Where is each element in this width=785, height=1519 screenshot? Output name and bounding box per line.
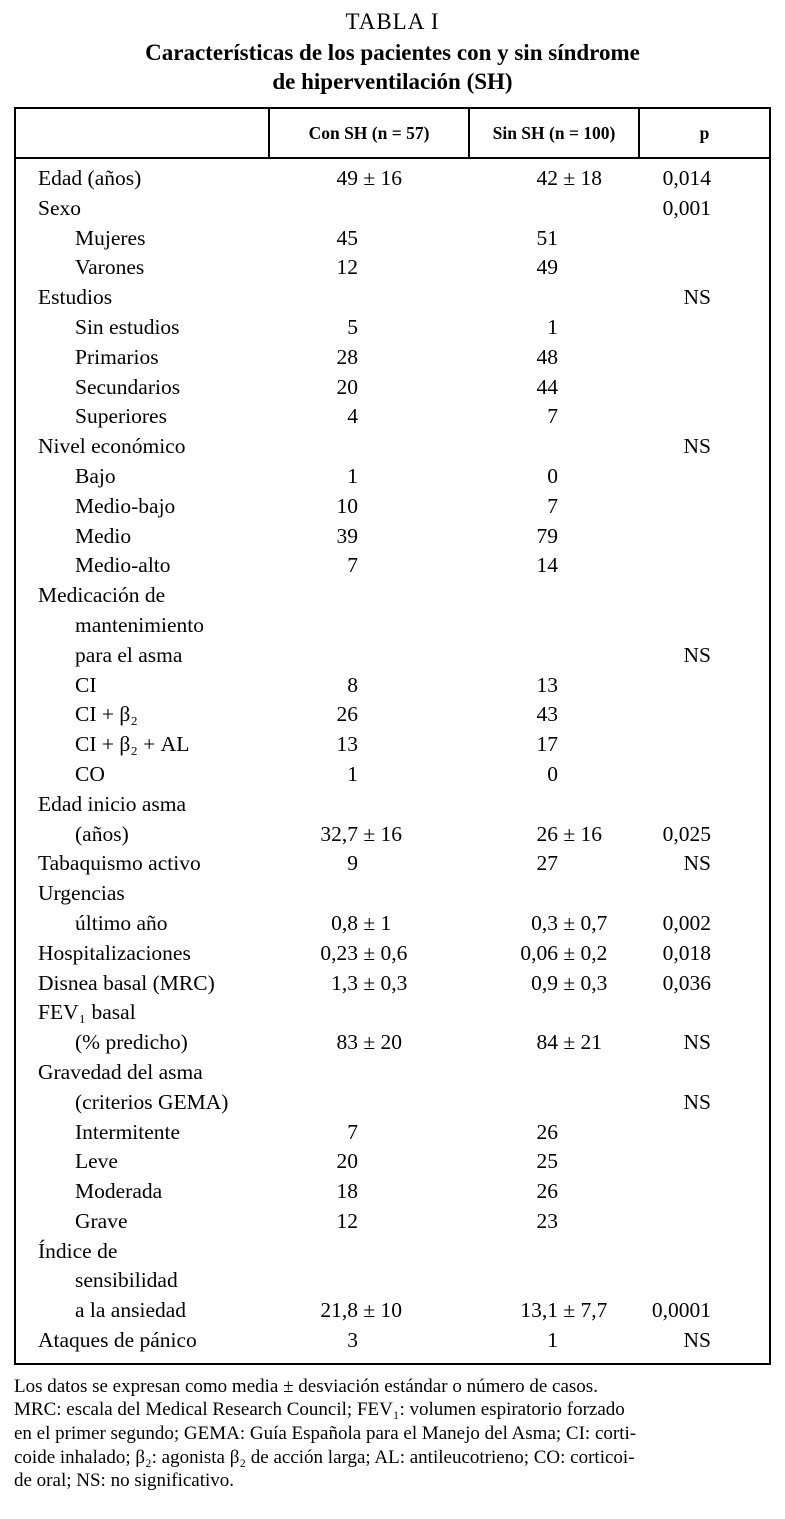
con-sh-cell — [270, 879, 470, 909]
row-label: Gravedad del asma — [38, 1059, 203, 1084]
row-label: Intermitente — [75, 1119, 181, 1144]
row-label: CI + β₂ — [75, 702, 138, 727]
sin-sh-cell — [470, 164, 640, 194]
sin-sh-value: 7 — [547, 404, 558, 429]
sin-sh-cell — [470, 1177, 640, 1207]
header-label-column — [16, 109, 270, 157]
table-row — [16, 849, 769, 879]
sin-sh-value: 79 — [536, 523, 558, 548]
table-row — [16, 760, 769, 790]
sin-sh-cell — [470, 551, 640, 581]
row-label: Leve — [75, 1149, 118, 1174]
sin-sh-cell — [470, 522, 640, 552]
con-sh-cell — [270, 611, 470, 641]
row-label: CO — [75, 761, 105, 786]
con-sh-cell — [270, 1088, 470, 1118]
sin-sh-cell — [470, 730, 640, 760]
sin-sh-deviation: ± 21 — [558, 1030, 603, 1055]
con-sh-value: 12 — [336, 255, 358, 280]
sin-sh-cell — [470, 373, 640, 403]
con-sh-deviation: ± 10 — [358, 1298, 403, 1323]
p-value — [640, 253, 769, 283]
con-sh-cell — [270, 790, 470, 820]
sin-sh-cell — [470, 1207, 640, 1237]
con-sh-value: 13 — [336, 732, 358, 757]
p-value — [640, 343, 769, 373]
sin-sh-cell — [470, 224, 640, 254]
sin-sh-cell — [470, 641, 640, 671]
con-sh-value: 32,7 — [320, 821, 358, 846]
p-value — [640, 224, 769, 254]
row-label: FEV₁ basal — [38, 1000, 136, 1025]
row-label: Tabaquismo activo — [38, 851, 201, 876]
con-sh-cell — [270, 343, 470, 373]
row-label: Ataques de pánico — [38, 1328, 197, 1353]
table-row — [16, 998, 769, 1028]
table-row — [16, 641, 769, 671]
table-row — [16, 1266, 769, 1296]
table-row — [16, 1058, 769, 1088]
con-sh-value: 4 — [347, 404, 358, 429]
table-row — [16, 1207, 769, 1237]
table-row — [16, 1296, 769, 1326]
con-sh-cell — [270, 849, 470, 879]
sin-sh-cell — [470, 432, 640, 462]
con-sh-deviation: ± 16 — [358, 821, 403, 846]
sin-sh-value: 43 — [536, 702, 558, 727]
sin-sh-value: 42 — [536, 166, 558, 190]
con-sh-value: 18 — [336, 1179, 358, 1204]
footnote-line: Los datos se expresan como media ± desviación estándar o número de casos. — [14, 1375, 598, 1397]
con-sh-deviation: ± 0,3 — [358, 970, 408, 995]
sin-sh-value: 25 — [536, 1149, 558, 1174]
p-value — [640, 1058, 769, 1088]
sin-sh-value: 0,9 — [531, 970, 558, 995]
sin-sh-value: 1 — [547, 314, 558, 339]
con-sh-value: 9 — [347, 851, 358, 876]
sin-sh-deviation: ± 18 — [558, 166, 603, 190]
con-sh-value: 1,3 — [331, 970, 358, 995]
sin-sh-value: 13 — [536, 672, 558, 697]
p-value: 0,002 — [662, 910, 711, 935]
table-row — [16, 522, 769, 552]
table-footnote — [14, 1375, 771, 1493]
table-row — [16, 700, 769, 730]
sin-sh-deviation: ± 0,2 — [558, 940, 608, 965]
sin-sh-value: 13,1 — [520, 1298, 558, 1323]
sin-sh-value: 49 — [536, 255, 558, 280]
row-label: Estudios — [38, 285, 113, 310]
p-value — [640, 1237, 769, 1267]
con-sh-value: 39 — [336, 523, 358, 548]
con-sh-value: 12 — [336, 1208, 358, 1233]
con-sh-cell — [270, 820, 470, 850]
sin-sh-cell — [470, 820, 640, 850]
p-value — [640, 611, 769, 641]
footnote-line: en el primer segundo; GEMA: Guía Española para el Manejo del Asma; CI: corti- — [14, 1423, 637, 1445]
con-sh-value: 7 — [347, 553, 358, 578]
table-row — [16, 224, 769, 254]
con-sh-value: 20 — [336, 1149, 358, 1174]
sin-sh-cell — [470, 313, 640, 343]
con-sh-cell — [270, 969, 470, 999]
table-row — [16, 462, 769, 492]
sin-sh-value: 27 — [536, 851, 558, 876]
con-sh-cell — [270, 402, 470, 432]
con-sh-value: 0,8 — [331, 910, 358, 935]
sin-sh-cell — [470, 343, 640, 373]
sin-sh-cell — [470, 879, 640, 909]
row-label: Primarios — [75, 344, 159, 369]
sin-sh-cell — [470, 1326, 640, 1356]
row-label: Bajo — [75, 463, 116, 488]
p-value: 0,0001 — [651, 1298, 711, 1323]
table-number-title: TABLA I — [345, 9, 440, 34]
p-value — [640, 462, 769, 492]
con-sh-cell — [270, 641, 470, 671]
sin-sh-cell — [470, 1028, 640, 1058]
row-label: mantenimiento — [75, 612, 204, 637]
p-value — [640, 1177, 769, 1207]
con-sh-cell — [270, 909, 470, 939]
p-value: NS — [683, 1328, 711, 1353]
table-row — [16, 1326, 769, 1356]
row-label: Medio-alto — [75, 553, 171, 578]
row-label: Mujeres — [75, 225, 146, 250]
con-sh-value: 1 — [347, 463, 358, 488]
table-row — [16, 611, 769, 641]
con-sh-value: 1 — [347, 761, 358, 786]
table-row — [16, 1237, 769, 1267]
con-sh-cell — [270, 194, 470, 224]
footnote-line: de oral; NS: no significativo. — [14, 1470, 235, 1492]
row-label: Varones — [75, 255, 145, 280]
con-sh-cell — [270, 1058, 470, 1088]
sin-sh-value: 14 — [536, 553, 558, 578]
p-value: NS — [683, 1089, 711, 1114]
p-value: NS — [683, 642, 711, 667]
con-sh-cell — [270, 1147, 470, 1177]
footnote-line: MRC: escala del Medical Research Council; FEV₁: volumen espiratorio forzado — [14, 1399, 625, 1421]
p-value — [640, 492, 769, 522]
table-row — [16, 730, 769, 760]
sin-sh-cell — [470, 700, 640, 730]
table-row — [16, 313, 769, 343]
con-sh-cell — [270, 998, 470, 1028]
p-value — [640, 373, 769, 403]
table-subtitle-line1: Características de los pacientes con y sin síndrome — [145, 40, 640, 65]
con-sh-cell — [270, 1028, 470, 1058]
sin-sh-value: 0,3 — [531, 910, 558, 935]
con-sh-deviation: ± 16 — [358, 166, 403, 190]
con-sh-value: 20 — [336, 374, 358, 399]
sin-sh-cell — [470, 283, 640, 313]
p-value — [640, 522, 769, 552]
con-sh-value: 83 — [336, 1030, 358, 1055]
table-row — [16, 1088, 769, 1118]
row-label: Disnea basal (MRC) — [38, 970, 215, 995]
table-row — [16, 283, 769, 313]
table-row — [16, 879, 769, 909]
table-body — [16, 159, 769, 1363]
sin-sh-cell — [470, 1118, 640, 1148]
sin-sh-cell — [470, 581, 640, 611]
row-label: (años) — [75, 821, 129, 846]
row-label: último año — [75, 910, 168, 935]
p-value: NS — [683, 434, 711, 459]
con-sh-value: 45 — [336, 225, 358, 250]
table-row — [16, 1147, 769, 1177]
con-sh-deviation: ± 0,6 — [358, 940, 408, 965]
p-value — [640, 551, 769, 581]
p-value — [640, 879, 769, 909]
row-label: Índice de — [38, 1238, 118, 1263]
p-value — [640, 1118, 769, 1148]
p-value: 0,014 — [662, 166, 711, 190]
sin-sh-cell — [470, 939, 640, 969]
table-row — [16, 1118, 769, 1148]
sin-sh-cell — [470, 1058, 640, 1088]
con-sh-value: 7 — [347, 1119, 358, 1144]
sin-sh-value: 26 — [536, 1119, 558, 1144]
table-row — [16, 402, 769, 432]
con-sh-cell — [270, 492, 470, 522]
sin-sh-deviation: ± 7,7 — [558, 1298, 608, 1323]
footnote-line: coide inhalado; β₂: agonista β₂ de acción larga; AL: antileucotrieno; CO: corticoi- — [14, 1446, 635, 1468]
sin-sh-deviation: ± 0,7 — [558, 910, 608, 935]
row-label: Superiores — [75, 404, 167, 429]
con-sh-cell — [270, 671, 470, 701]
sin-sh-value: 1 — [547, 1328, 558, 1353]
con-sh-value: 10 — [336, 493, 358, 518]
sin-sh-deviation: ± 0,3 — [558, 970, 608, 995]
row-label: a la ansiedad — [75, 1298, 187, 1323]
table-row — [16, 164, 769, 194]
table-row — [16, 820, 769, 850]
row-label: Secundarios — [75, 374, 181, 399]
table-row — [16, 432, 769, 462]
p-value — [640, 402, 769, 432]
con-sh-cell — [270, 551, 470, 581]
sin-sh-cell — [470, 909, 640, 939]
table-row — [16, 551, 769, 581]
p-value — [640, 730, 769, 760]
p-value — [640, 790, 769, 820]
con-sh-value: 28 — [336, 344, 358, 369]
table-row — [16, 969, 769, 999]
sin-sh-cell — [470, 611, 640, 641]
row-label: (% predicho) — [75, 1030, 188, 1055]
row-label: Urgencias — [38, 881, 125, 906]
con-sh-cell — [270, 462, 470, 492]
con-sh-cell — [270, 700, 470, 730]
con-sh-cell — [270, 730, 470, 760]
sin-sh-cell — [470, 969, 640, 999]
sin-sh-cell — [470, 760, 640, 790]
con-sh-cell — [270, 1237, 470, 1267]
p-value — [640, 581, 769, 611]
sin-sh-cell — [470, 1296, 640, 1326]
row-label: Hospitalizaciones — [38, 940, 191, 965]
sin-sh-value: 26 — [536, 821, 558, 846]
p-value — [640, 313, 769, 343]
con-sh-value: 3 — [347, 1328, 358, 1353]
table-row — [16, 343, 769, 373]
row-label: Moderada — [75, 1179, 163, 1204]
sin-sh-cell — [470, 671, 640, 701]
p-value: NS — [683, 851, 711, 876]
sin-sh-value: 84 — [536, 1030, 558, 1055]
sin-sh-value: 26 — [536, 1179, 558, 1204]
sin-sh-cell — [470, 462, 640, 492]
sin-sh-cell — [470, 790, 640, 820]
row-label: CI + β₂ + AL — [75, 732, 190, 757]
con-sh-cell — [270, 1266, 470, 1296]
p-value: NS — [683, 1030, 711, 1055]
row-label: Sin estudios — [75, 314, 180, 339]
sin-sh-value: 44 — [536, 374, 558, 399]
con-sh-cell — [270, 1177, 470, 1207]
row-label: Nivel económico — [38, 434, 186, 459]
header-con-sh: Con SH (n = 57) — [270, 109, 470, 157]
row-label: Medicación de — [38, 583, 166, 608]
con-sh-cell — [270, 1118, 470, 1148]
sin-sh-cell — [470, 253, 640, 283]
con-sh-cell — [270, 939, 470, 969]
table-row — [16, 1028, 769, 1058]
sin-sh-cell — [470, 1237, 640, 1267]
sin-sh-cell — [470, 998, 640, 1028]
con-sh-cell — [270, 432, 470, 462]
sin-sh-cell — [470, 402, 640, 432]
p-value: 0,018 — [662, 940, 711, 965]
con-sh-cell — [270, 1207, 470, 1237]
con-sh-deviation: ± 1 — [358, 910, 392, 935]
sin-sh-cell — [470, 194, 640, 224]
con-sh-cell — [270, 760, 470, 790]
p-value: 0,001 — [662, 195, 711, 220]
p-value — [640, 760, 769, 790]
p-value — [640, 671, 769, 701]
p-value — [640, 1147, 769, 1177]
row-label: Grave — [75, 1208, 128, 1233]
row-label: sensibilidad — [75, 1268, 178, 1293]
row-label: Edad (años) — [38, 166, 142, 190]
con-sh-cell — [270, 164, 470, 194]
table-header-row — [16, 109, 769, 159]
row-label: para el asma — [75, 642, 183, 667]
table-row — [16, 492, 769, 522]
sin-sh-cell — [470, 849, 640, 879]
con-sh-cell — [270, 253, 470, 283]
con-sh-cell — [270, 373, 470, 403]
p-value — [640, 998, 769, 1028]
sin-sh-deviation: ± 16 — [558, 821, 603, 846]
sin-sh-value: 0,06 — [520, 940, 558, 965]
table-row — [16, 1177, 769, 1207]
sin-sh-value: 17 — [536, 732, 558, 757]
con-sh-value: 26 — [336, 702, 358, 727]
table-row — [16, 939, 769, 969]
row-label: Medio-bajo — [75, 493, 176, 518]
table-row — [16, 253, 769, 283]
sin-sh-value: 0 — [547, 463, 558, 488]
p-value: 0,025 — [662, 821, 711, 846]
sin-sh-value: 51 — [536, 225, 558, 250]
sin-sh-cell — [470, 1266, 640, 1296]
p-value — [640, 1266, 769, 1296]
con-sh-cell — [270, 283, 470, 313]
row-label: (criterios GEMA) — [75, 1089, 229, 1114]
con-sh-cell — [270, 581, 470, 611]
con-sh-cell — [270, 313, 470, 343]
con-sh-cell — [270, 224, 470, 254]
p-value: 0,036 — [662, 970, 711, 995]
p-value: NS — [683, 285, 711, 310]
con-sh-value: 0,23 — [320, 940, 358, 965]
con-sh-value: 8 — [347, 672, 358, 697]
header-sin-sh: Sin SH (n = 100) — [470, 109, 640, 157]
sin-sh-value: 7 — [547, 493, 558, 518]
sin-sh-cell — [470, 492, 640, 522]
row-label: Sexo — [38, 195, 81, 220]
p-value — [640, 700, 769, 730]
sin-sh-value: 0 — [547, 761, 558, 786]
table-row — [16, 909, 769, 939]
table-subtitle-line2: de hiperventilación (SH) — [272, 69, 513, 94]
sin-sh-value: 48 — [536, 344, 558, 369]
con-sh-value: 49 — [336, 166, 358, 190]
sin-sh-value: 23 — [536, 1208, 558, 1233]
patients-table — [14, 107, 771, 1365]
row-label: CI — [75, 672, 97, 697]
table-row — [16, 671, 769, 701]
row-label: Edad inicio asma — [38, 791, 187, 816]
row-label: Medio — [75, 523, 132, 548]
header-p-value: p — [699, 122, 710, 143]
con-sh-cell — [270, 1296, 470, 1326]
p-value — [640, 1207, 769, 1237]
table-row — [16, 581, 769, 611]
sin-sh-cell — [470, 1147, 640, 1177]
con-sh-cell — [270, 1326, 470, 1356]
con-sh-deviation: ± 20 — [358, 1030, 403, 1055]
sin-sh-cell — [470, 1088, 640, 1118]
table-row — [16, 790, 769, 820]
con-sh-value: 5 — [347, 314, 358, 339]
con-sh-cell — [270, 522, 470, 552]
table-row — [16, 194, 769, 224]
con-sh-value: 21,8 — [320, 1298, 358, 1323]
table-row — [16, 373, 769, 403]
